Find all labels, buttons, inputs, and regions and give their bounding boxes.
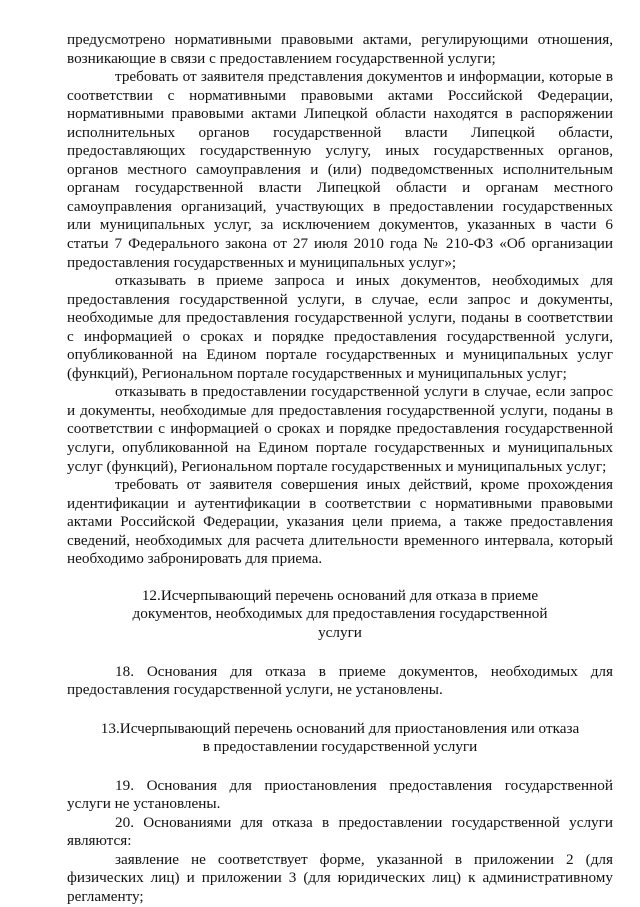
text-line: актами Российской Федерации, указания цели приема, а также предоставления	[67, 513, 613, 531]
text-line: и документы, необходимые для предоставления государственной услуги, поданы в	[67, 401, 613, 419]
paragraph	[67, 31, 613, 68]
paragraph	[67, 851, 613, 907]
text-line: услуги не установлены.	[67, 795, 221, 813]
text-line: органов местного самоуправления и (или) подведомственных исполнительным	[67, 160, 613, 178]
text-line: статьи 7 Федерального закона от 27 июля 2010 года № 210-ФЗ «Об организации	[67, 235, 613, 253]
text-line: являются:	[67, 832, 132, 850]
section-heading	[67, 720, 613, 757]
text-line: требовать от заявителя совершения иных действий, кроме прохождения	[115, 476, 613, 494]
text-line: необходимо забронировать для приема.	[67, 550, 323, 568]
text-line: предоставляющих государственную услугу, иных государственных органов,	[67, 142, 613, 160]
text-line: органам государственной власти Липецкой области и органам местного	[67, 179, 613, 197]
text-line: сведений, необходимых для расчета длительности временного интервала, который	[67, 531, 613, 549]
text-line: услуги, опубликованной на Едином портале государственных и муниципальных	[67, 439, 613, 457]
text-line: соответствии с информацией о сроках и порядке предоставления государственной	[67, 420, 613, 438]
heading-line: документов, необходимых для предоставления государственной	[132, 605, 548, 623]
document-page	[67, 31, 613, 907]
section-spacer	[67, 700, 613, 720]
section-spacer	[67, 757, 613, 777]
text-line: предусмотрено нормативными правовыми актами, регулирующими отношения,	[67, 31, 613, 48]
text-line: с информацией о сроках и порядке предоставления государственной услуги,	[67, 327, 613, 345]
text-line: требовать от заявителя представления документов и информации, которые в	[115, 68, 613, 86]
text-line: соответствии с нормативными правовыми актами Российской Федерации,	[67, 86, 613, 104]
text-line: 19. Основания для приостановления предоставления государственной	[115, 776, 613, 794]
text-line: возникающие в связи с предоставлением государственной услуги;	[67, 49, 496, 67]
text-line: заявление не соответствует форме, указанной в приложении 2 (для	[115, 850, 613, 868]
paragraph	[67, 663, 613, 700]
paragraph	[67, 383, 613, 476]
text-line: отказывать в предоставлении государственной услуги в случае, если запрос	[115, 383, 613, 401]
text-line: (функций), Региональном портале государственных и муниципальных услуг;	[67, 364, 567, 382]
text-line: опубликованной на Едином портале государственных и муниципальных услуг	[67, 346, 613, 364]
text-line: идентификации и аутентификации в соответствии с нормативными правовыми	[67, 494, 613, 512]
text-line: физических лиц) и приложении 3 (для юридических лиц) к административному	[67, 869, 613, 887]
text-line: или муниципальных услуг, за исключением документов, указанных в части 6	[67, 216, 613, 234]
paragraph	[67, 814, 613, 851]
text-line: предоставления государственной услуги, не установлены.	[67, 681, 443, 699]
heading-line: 13.Исчерпывающий перечень оснований для приостановления или отказа	[100, 719, 580, 737]
section-spacer	[67, 643, 613, 663]
section-heading	[67, 587, 613, 643]
text-line: предоставления государственной услуги, в случае, если запрос и документы,	[67, 290, 613, 308]
text-line: 20. Основаниями для отказа в предоставлении государственной услуги	[115, 813, 613, 831]
paragraph	[67, 777, 613, 814]
text-line: отказывать в приеме запроса и иных документов, необходимых для	[115, 272, 613, 290]
text-line: предоставления государственных и муниципальных услуг»;	[67, 253, 457, 271]
section-spacer	[67, 569, 613, 587]
text-line: исполнительных органов государственной власти Липецкой области,	[67, 123, 613, 141]
heading-line: 12.Исчерпывающий перечень оснований для отказа в приеме	[141, 586, 539, 604]
text-line: услуг (функций), Региональном портале государственных и муниципальных услуг;	[67, 457, 607, 475]
paragraph	[67, 476, 613, 569]
text-line: нормативными правовыми актами Липецкой области находятся в распоряжении	[67, 105, 613, 123]
text-line: регламенту;	[67, 887, 144, 905]
paragraph	[67, 68, 613, 272]
paragraph	[67, 272, 613, 383]
text-line: необходимые для предоставления государственной услуги, поданы в соответствии	[67, 309, 613, 327]
text-line: самоуправления организаций, участвующих в предоставлении государственных	[67, 197, 613, 215]
heading-line: услуги	[318, 623, 362, 641]
text-line: 18. Основания для отказа в приеме документов, необходимых для	[115, 662, 613, 680]
heading-line: в предоставлении государственной услуги	[202, 738, 478, 756]
